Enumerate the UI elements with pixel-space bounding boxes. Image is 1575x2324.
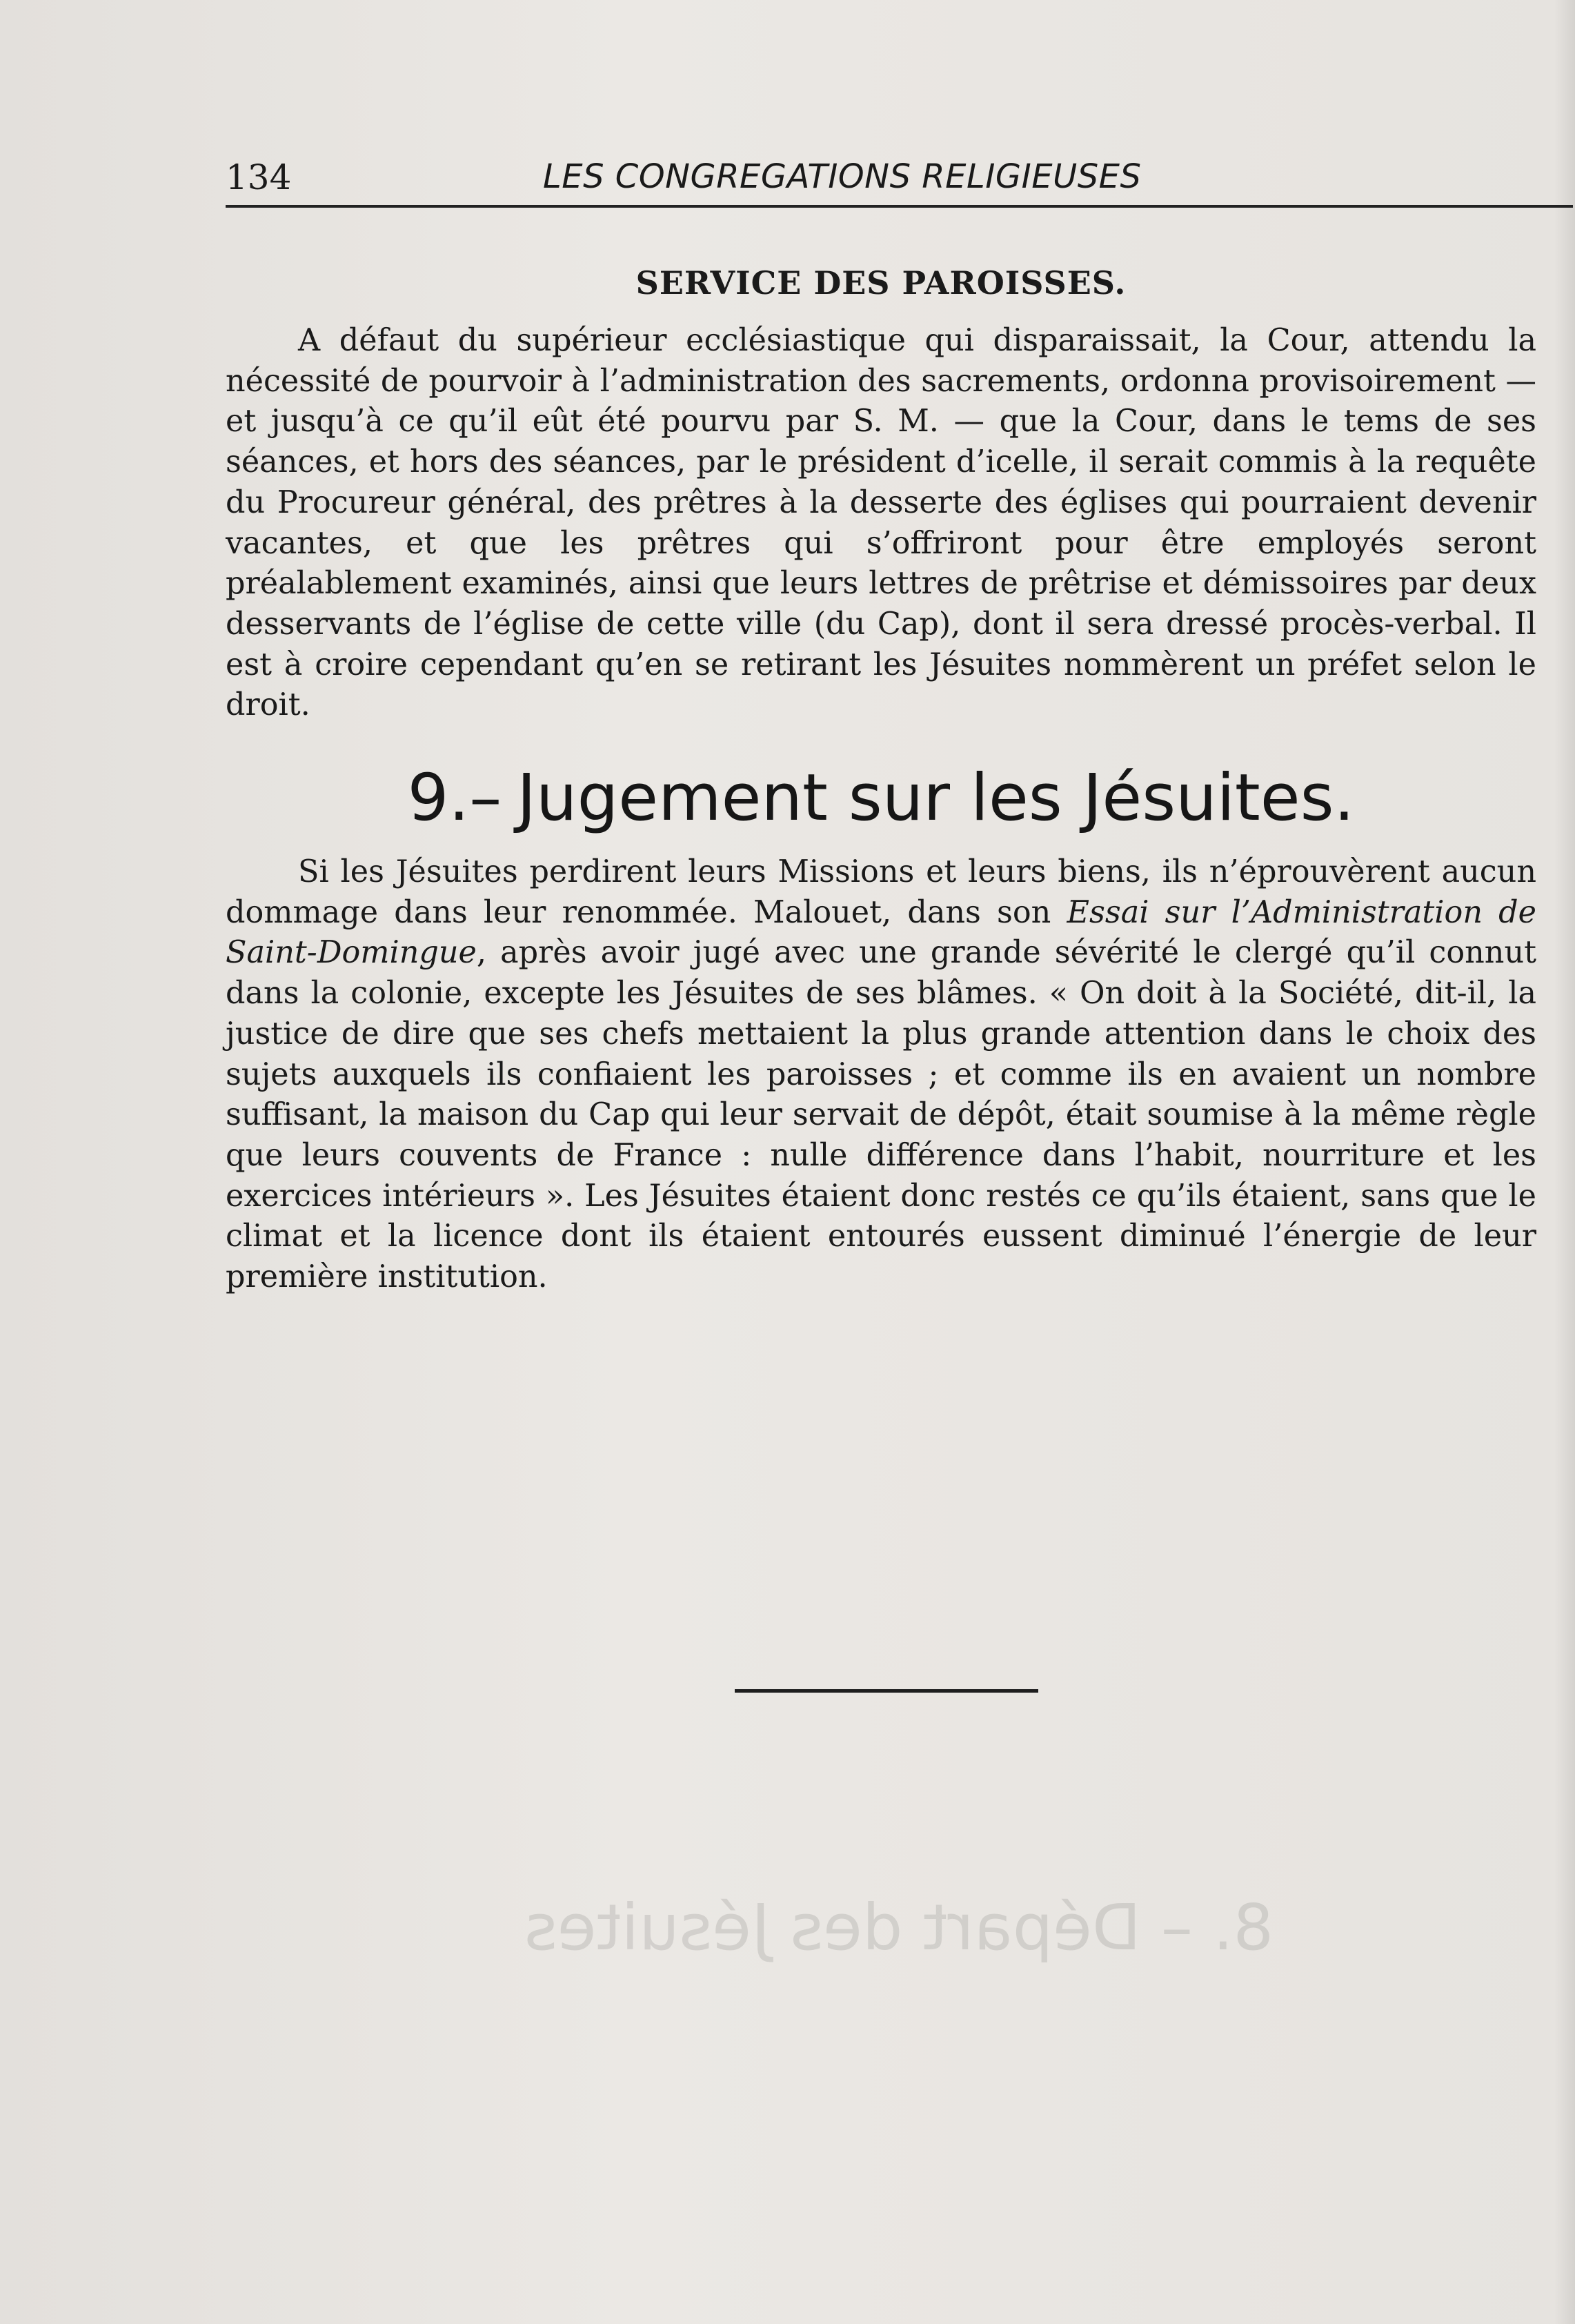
- section-title: SERVICE DES PAROISSES.: [635, 264, 1127, 302]
- chapter-number: 9.: [407, 760, 470, 836]
- running-title: LES CONGREGATIONS RELIGIEUSES: [543, 157, 1142, 196]
- paragraph-text-part1: Si les Jésuites perdirent leurs Missions et leurs biens, ils n’éprouvèrent aucun dommage dans leur renommée. Malouet, dans son: [226, 854, 1536, 930]
- header-rule: [226, 205, 1573, 208]
- page-edge-shadow: [1554, 0, 1575, 2324]
- book-title: Essai sur l’Administration de Saint-Domingue: [226, 894, 1536, 971]
- running-header: [226, 153, 1574, 208]
- closing-rule: [735, 1689, 1038, 1693]
- chapter-paragraph: [226, 852, 1536, 1298]
- paragraph-text-part2: , après avoir jugé avec une grande sévérité le clergé qu’il connut dans la colonie, excepte les Jésuites de ses blâmes. « On doit à la Société, dit-il, la justice de dire que ses chefs mettaient la plus grande attention dans le choix des sujets auxquels ils confiaient les paroisses ; et comme ils en avaient un nombre suffisant, la maison du Cap qui leur servait de dépôt, était soumise à la même règle que leurs couvents de France : nulle différence dans l’habit, nourriture et les exercices intérieurs ». Les Jésuites étaient donc restés ce qu’ils étaient, sans que le climat et la licence dont ils étaient entourés eussent diminué l’énergie de leur première institution.: [226, 935, 1536, 1295]
- chapter-heading: [226, 760, 1536, 836]
- page-number: 134: [226, 157, 292, 197]
- section-paragraph: A défaut du supérieur ecclésiastique qui disparaissait, la Cour, attendu la nécessité de pourvoir à l’administration des sacrements, ordonna provisoirement — et jusqu’à ce qu’il eût été pourvu par S. M. — que la Cour, dans le tems de ses séances, et hors des séances, par le président d’icelle, il serait commis à la requête du Procureur général, des prêtres à la desserte des églises qui pourraient devenir vacantes, et que les prêtres qui s’offriront pour être employés seront préalablement examinés, ainsi que leurs lettres de prêtrise et démissoires par deux desservants de l’église de cette ville (du Cap), dont il sera dressé procès-verbal. Il est à croire cependant qu’en se retirant les Jésuites nommèrent un préfet selon le droit.: [226, 323, 1536, 723]
- chapter-title: Jugement sur les Jésuites.: [517, 760, 1355, 836]
- chapter-dash: –: [469, 760, 502, 836]
- bleed-through-heading: 8. – Départ des Jésuites: [524, 1891, 1274, 1964]
